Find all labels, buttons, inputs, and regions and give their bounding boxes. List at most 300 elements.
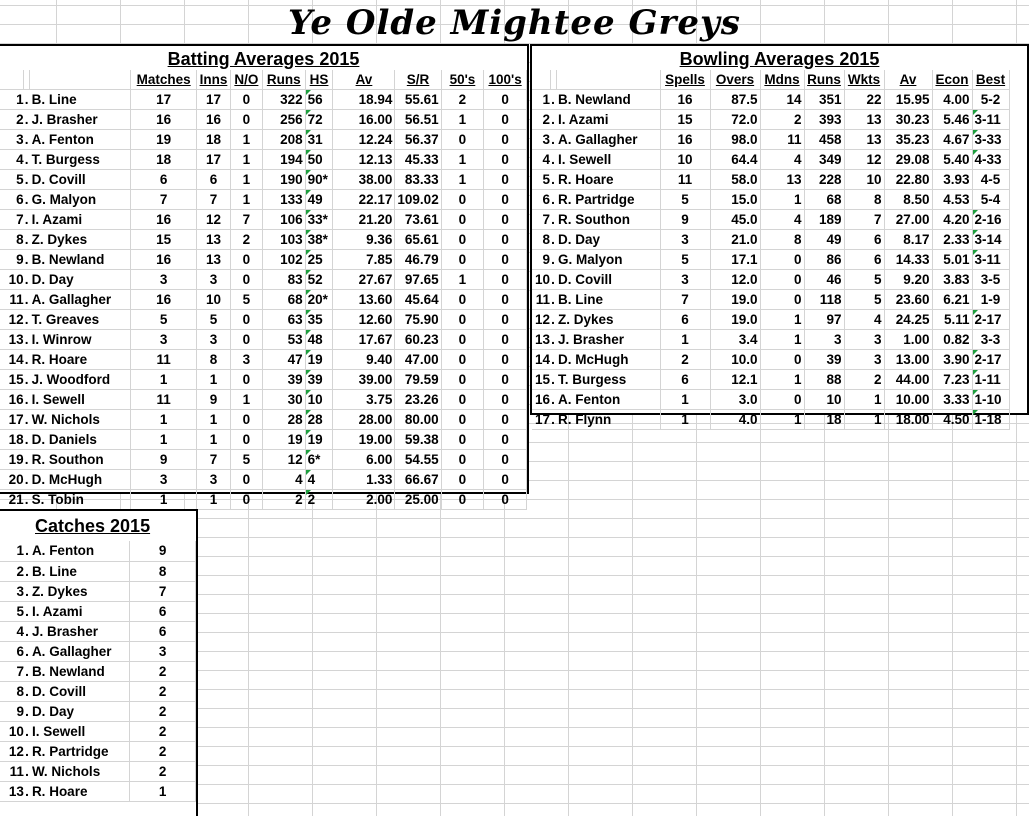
table-row (532, 410, 1009, 430)
overs-cell: 10.0 (710, 350, 760, 370)
not-out-cell: 0 (230, 270, 262, 290)
player-name: I. Azami (556, 110, 660, 130)
runs-cell: 349 (804, 150, 844, 170)
runs-cell: 228 (804, 170, 844, 190)
strike-rate-cell: 25.00 (395, 490, 441, 510)
high-score-cell: 6* (305, 450, 333, 470)
runs-cell: 133 (262, 190, 305, 210)
not-out-cell: 5 (230, 290, 262, 310)
innings-cell: 9 (197, 390, 231, 410)
bowling-header-row (532, 70, 1009, 90)
runs-cell: 86 (804, 250, 844, 270)
table-row (0, 310, 527, 330)
player-name: D. Day (30, 270, 131, 290)
runs-cell: 3 (804, 330, 844, 350)
economy-cell: 4.53 (932, 190, 972, 210)
player-name: A. Gallagher (30, 290, 131, 310)
matches-cell: 17 (131, 90, 197, 110)
average-cell: 18.00 (884, 410, 932, 430)
best-figures-cell: 1-11 (972, 370, 1009, 390)
average-cell: 17.67 (333, 330, 395, 350)
best-figures-cell: 1-10 (972, 390, 1009, 410)
row-dot: . (550, 290, 556, 310)
table-row (532, 290, 1009, 310)
table-row (532, 370, 1009, 390)
runs-cell: 189 (804, 210, 844, 230)
table-row (0, 330, 527, 350)
row-number: 2 (0, 110, 24, 130)
table-row (532, 110, 1009, 130)
player-name: B. Newland (556, 90, 660, 110)
matches-cell: 15 (131, 230, 197, 250)
row-number: 13 (532, 330, 550, 350)
fifties-cell: 0 (441, 130, 483, 150)
row-number: 11 (532, 290, 550, 310)
row-dot: . (24, 230, 30, 250)
best-figures-cell: 4-5 (972, 170, 1009, 190)
economy-cell: 3.33 (932, 390, 972, 410)
overs-cell: 21.0 (710, 230, 760, 250)
table-row (0, 290, 527, 310)
batting-header-cell: 50's (441, 70, 483, 90)
fifties-cell: 0 (441, 290, 483, 310)
strike-rate-cell: 54.55 (395, 450, 441, 470)
player-name: D. Covill (556, 270, 660, 290)
catches-count-cell: 2 (130, 721, 196, 741)
average-cell: 27.00 (884, 210, 932, 230)
table-row (0, 741, 196, 761)
strike-rate-cell: 80.00 (395, 410, 441, 430)
average-cell: 16.00 (333, 110, 395, 130)
maidens-cell: 4 (760, 150, 804, 170)
row-number: 9 (0, 701, 24, 721)
row-number: 7 (0, 210, 24, 230)
row-dot: . (550, 110, 556, 130)
fifties-cell: 0 (441, 230, 483, 250)
economy-cell: 3.90 (932, 350, 972, 370)
not-out-cell: 1 (230, 390, 262, 410)
row-dot: . (24, 150, 30, 170)
row-number: 1 (0, 90, 24, 110)
strike-rate-cell: 97.65 (395, 270, 441, 290)
best-figures-cell: 4-33 (972, 150, 1009, 170)
runs-cell: 208 (262, 130, 305, 150)
runs-cell: 49 (804, 230, 844, 250)
innings-cell: 17 (197, 150, 231, 170)
maidens-cell: 1 (760, 190, 804, 210)
row-dot: . (550, 90, 556, 110)
spells-cell: 6 (660, 370, 710, 390)
player-name: S. Tobin (30, 490, 131, 510)
runs-cell: 102 (262, 250, 305, 270)
matches-cell: 9 (131, 450, 197, 470)
high-score-cell: 38* (305, 230, 333, 250)
average-cell: 2.00 (333, 490, 395, 510)
catches-count-cell: 2 (130, 741, 196, 761)
maidens-cell: 13 (760, 170, 804, 190)
runs-cell: 103 (262, 230, 305, 250)
not-out-cell: 1 (230, 130, 262, 150)
table-row (0, 130, 527, 150)
runs-cell: 351 (804, 90, 844, 110)
strike-rate-cell: 75.90 (395, 310, 441, 330)
hundreds-cell: 0 (484, 410, 527, 430)
best-figures-cell: 3-5 (972, 270, 1009, 290)
row-number: 17 (532, 410, 550, 430)
player-name: I. Azami (30, 601, 130, 621)
hundreds-cell: 0 (484, 190, 527, 210)
high-score-cell: 72 (305, 110, 333, 130)
row-dot: . (24, 390, 30, 410)
strike-rate-cell: 55.61 (395, 90, 441, 110)
table-row (0, 561, 196, 581)
player-name: T. Greaves (30, 310, 131, 330)
best-figures-cell: 5-4 (972, 190, 1009, 210)
row-dot: . (24, 210, 30, 230)
row-number: 7 (532, 210, 550, 230)
table-row (0, 410, 527, 430)
player-name: A. Gallagher (556, 130, 660, 150)
table-row (532, 190, 1009, 210)
row-dot: . (24, 681, 30, 701)
row-number: 16 (0, 390, 24, 410)
row-number: 14 (0, 350, 24, 370)
not-out-cell: 1 (230, 150, 262, 170)
batting-averages-panel (0, 44, 529, 507)
batting-header-cell: HS (305, 70, 333, 90)
overs-cell: 19.0 (710, 290, 760, 310)
spells-cell: 6 (660, 310, 710, 330)
strike-rate-cell: 83.33 (395, 170, 441, 190)
batting-header-row (0, 70, 527, 90)
hundreds-cell: 0 (484, 310, 527, 330)
average-cell: 29.08 (884, 150, 932, 170)
not-out-cell: 0 (230, 490, 262, 510)
player-name: D. Day (30, 701, 130, 721)
table-row (0, 110, 527, 130)
hundreds-cell: 0 (484, 470, 527, 490)
row-dot: . (550, 410, 556, 430)
economy-cell: 6.21 (932, 290, 972, 310)
batting-header-cell: Runs (262, 70, 305, 90)
player-name: I. Sewell (30, 721, 130, 741)
player-name: D. Daniels (30, 430, 131, 450)
wickets-cell: 13 (844, 110, 884, 130)
matches-cell: 11 (131, 390, 197, 410)
innings-cell: 6 (197, 170, 231, 190)
table-row (0, 781, 196, 801)
player-name: R. Hoare (30, 350, 131, 370)
row-dot: . (550, 310, 556, 330)
economy-cell: 7.23 (932, 370, 972, 390)
player-name: A. Fenton (30, 541, 130, 561)
player-name: G. Malyon (556, 250, 660, 270)
wickets-cell: 13 (844, 130, 884, 150)
average-cell: 1.33 (333, 470, 395, 490)
wickets-cell: 10 (844, 170, 884, 190)
row-number: 6 (0, 641, 24, 661)
row-number: 8 (0, 681, 24, 701)
hundreds-cell: 0 (484, 90, 527, 110)
hundreds-cell: 0 (484, 230, 527, 250)
bowling-header-cell: Best (972, 70, 1009, 90)
player-name: Z. Dykes (30, 230, 131, 250)
matches-cell: 16 (131, 250, 197, 270)
average-cell: 7.85 (333, 250, 395, 270)
fifties-cell: 0 (441, 390, 483, 410)
table-row (0, 581, 196, 601)
runs-cell: 28 (262, 410, 305, 430)
best-figures-cell: 2-16 (972, 210, 1009, 230)
batting-header-cell: Inns (197, 70, 231, 90)
hundreds-cell: 0 (484, 150, 527, 170)
player-name: I. Azami (30, 210, 131, 230)
runs-cell: 19 (262, 430, 305, 450)
row-number: 4 (532, 150, 550, 170)
high-score-cell: 39 (305, 370, 333, 390)
average-cell: 6.00 (333, 450, 395, 470)
average-cell: 30.23 (884, 110, 932, 130)
table-row (0, 470, 527, 490)
player-name: G. Malyon (30, 190, 131, 210)
row-number: 3 (0, 130, 24, 150)
maidens-cell: 1 (760, 410, 804, 430)
row-dot: . (550, 270, 556, 290)
fifties-cell: 1 (441, 170, 483, 190)
player-name: J. Brasher (30, 621, 130, 641)
row-number: 9 (532, 250, 550, 270)
fifties-cell: 1 (441, 150, 483, 170)
average-cell: 24.25 (884, 310, 932, 330)
overs-cell: 17.1 (710, 250, 760, 270)
wickets-cell: 5 (844, 270, 884, 290)
table-row (0, 490, 527, 510)
hundreds-cell: 0 (484, 370, 527, 390)
fifties-cell: 0 (441, 190, 483, 210)
spells-cell: 5 (660, 250, 710, 270)
table-row (532, 390, 1009, 410)
batting-header-cell: S/R (395, 70, 441, 90)
average-cell: 38.00 (333, 170, 395, 190)
row-number: 1 (0, 541, 24, 561)
spells-cell: 1 (660, 330, 710, 350)
row-dot: . (550, 150, 556, 170)
maidens-cell: 0 (760, 350, 804, 370)
matches-cell: 3 (131, 470, 197, 490)
spells-cell: 3 (660, 230, 710, 250)
high-score-cell: 49 (305, 190, 333, 210)
not-out-cell: 2 (230, 230, 262, 250)
runs-cell: 47 (262, 350, 305, 370)
player-name: A. Gallagher (30, 641, 130, 661)
fifties-cell: 1 (441, 110, 483, 130)
average-cell: 28.00 (333, 410, 395, 430)
row-number: 3 (532, 130, 550, 150)
innings-cell: 3 (197, 330, 231, 350)
player-name: B. Newland (30, 250, 131, 270)
innings-cell: 8 (197, 350, 231, 370)
batting-header-cell: Matches (131, 70, 197, 90)
strike-rate-cell: 45.64 (395, 290, 441, 310)
wickets-cell: 3 (844, 350, 884, 370)
row-number: 19 (0, 450, 24, 470)
overs-cell: 19.0 (710, 310, 760, 330)
runs-cell: 63 (262, 310, 305, 330)
row-dot: . (24, 190, 30, 210)
batting-title: Batting Averages 2015 (167, 49, 360, 69)
best-figures-cell: 3-11 (972, 250, 1009, 270)
player-name: B. Line (30, 561, 130, 581)
row-dot: . (24, 250, 30, 270)
runs-cell: 458 (804, 130, 844, 150)
row-number: 13 (0, 781, 24, 801)
economy-cell: 3.93 (932, 170, 972, 190)
runs-cell: 393 (804, 110, 844, 130)
matches-cell: 16 (131, 110, 197, 130)
average-cell: 18.94 (333, 90, 395, 110)
row-number: 8 (532, 230, 550, 250)
average-cell: 8.50 (884, 190, 932, 210)
matches-cell: 5 (131, 310, 197, 330)
player-name: R. Partridge (556, 190, 660, 210)
fifties-cell: 0 (441, 450, 483, 470)
header-spacer (0, 70, 24, 90)
maidens-cell: 8 (760, 230, 804, 250)
row-dot: . (24, 130, 30, 150)
maidens-cell: 1 (760, 370, 804, 390)
not-out-cell: 0 (230, 370, 262, 390)
table-row (0, 641, 196, 661)
player-name: Z. Dykes (30, 581, 130, 601)
average-cell: 13.00 (884, 350, 932, 370)
high-score-cell: 33* (305, 210, 333, 230)
runs-cell: 106 (262, 210, 305, 230)
maidens-cell: 14 (760, 90, 804, 110)
matches-cell: 18 (131, 150, 197, 170)
spells-cell: 3 (660, 270, 710, 290)
row-number: 2 (532, 110, 550, 130)
bowling-header-cell: Mdns (760, 70, 804, 90)
runs-cell: 2 (262, 490, 305, 510)
catches-count-cell: 6 (130, 601, 196, 621)
row-dot: . (24, 290, 30, 310)
best-figures-cell: 3-3 (972, 330, 1009, 350)
spells-cell: 16 (660, 90, 710, 110)
row-number: 16 (532, 390, 550, 410)
table-row (0, 250, 527, 270)
strike-rate-cell: 56.37 (395, 130, 441, 150)
player-name: J. Woodford (30, 370, 131, 390)
maidens-cell: 2 (760, 110, 804, 130)
economy-cell: 5.01 (932, 250, 972, 270)
high-score-cell: 25 (305, 250, 333, 270)
high-score-cell: 4 (305, 470, 333, 490)
spells-cell: 5 (660, 190, 710, 210)
hundreds-cell: 0 (484, 130, 527, 150)
catches-count-cell: 6 (130, 621, 196, 641)
wickets-cell: 1 (844, 390, 884, 410)
runs-cell: 194 (262, 150, 305, 170)
high-score-cell: 31 (305, 130, 333, 150)
player-name: R. Southon (556, 210, 660, 230)
row-number: 6 (532, 190, 550, 210)
overs-cell: 3.0 (710, 390, 760, 410)
player-name: W. Nichols (30, 410, 131, 430)
table-row (0, 541, 196, 561)
economy-cell: 4.20 (932, 210, 972, 230)
player-name: W. Nichols (30, 761, 130, 781)
player-name: A. Fenton (30, 130, 131, 150)
not-out-cell: 0 (230, 110, 262, 130)
batting-table (0, 70, 527, 510)
bowling-header-cell: Econ (932, 70, 972, 90)
row-number: 2 (0, 561, 24, 581)
wickets-cell: 22 (844, 90, 884, 110)
matches-cell: 16 (131, 210, 197, 230)
row-dot: . (24, 310, 30, 330)
row-dot: . (24, 781, 30, 801)
not-out-cell: 0 (230, 410, 262, 430)
average-cell: 9.36 (333, 230, 395, 250)
strike-rate-cell: 23.26 (395, 390, 441, 410)
wickets-cell: 2 (844, 370, 884, 390)
player-name: R. Hoare (556, 170, 660, 190)
hundreds-cell: 0 (484, 490, 527, 510)
table-row (0, 761, 196, 781)
innings-cell: 13 (197, 230, 231, 250)
row-dot: . (24, 450, 30, 470)
runs-cell: 18 (804, 410, 844, 430)
economy-cell: 4.67 (932, 130, 972, 150)
runs-cell: 53 (262, 330, 305, 350)
row-number: 15 (532, 370, 550, 390)
runs-cell: 256 (262, 110, 305, 130)
batting-header-cell: 100's (484, 70, 527, 90)
table-row (532, 330, 1009, 350)
row-dot: . (550, 250, 556, 270)
average-cell: 19.00 (333, 430, 395, 450)
overs-cell: 3.4 (710, 330, 760, 350)
runs-cell: 97 (804, 310, 844, 330)
runs-cell: 12 (262, 450, 305, 470)
bowling-header-cell: Wkts (844, 70, 884, 90)
strike-rate-cell: 73.61 (395, 210, 441, 230)
overs-cell: 64.4 (710, 150, 760, 170)
row-number: 15 (0, 370, 24, 390)
hundreds-cell: 0 (484, 450, 527, 470)
header-spacer (532, 70, 550, 90)
catches-count-cell: 3 (130, 641, 196, 661)
row-dot: . (24, 661, 30, 681)
row-dot: . (550, 130, 556, 150)
innings-cell: 5 (197, 310, 231, 330)
catches-panel (0, 509, 198, 816)
table-row (532, 310, 1009, 330)
catches-title: Catches 2015 (35, 516, 151, 536)
row-dot: . (24, 270, 30, 290)
row-number: 14 (532, 350, 550, 370)
matches-cell: 1 (131, 410, 197, 430)
spells-cell: 16 (660, 130, 710, 150)
player-name: Z. Dykes (556, 310, 660, 330)
row-number: 20 (0, 470, 24, 490)
row-dot: . (24, 641, 30, 661)
economy-cell: 4.50 (932, 410, 972, 430)
best-figures-cell: 3-11 (972, 110, 1009, 130)
hundreds-cell: 0 (484, 430, 527, 450)
matches-cell: 11 (131, 350, 197, 370)
strike-rate-cell: 79.59 (395, 370, 441, 390)
